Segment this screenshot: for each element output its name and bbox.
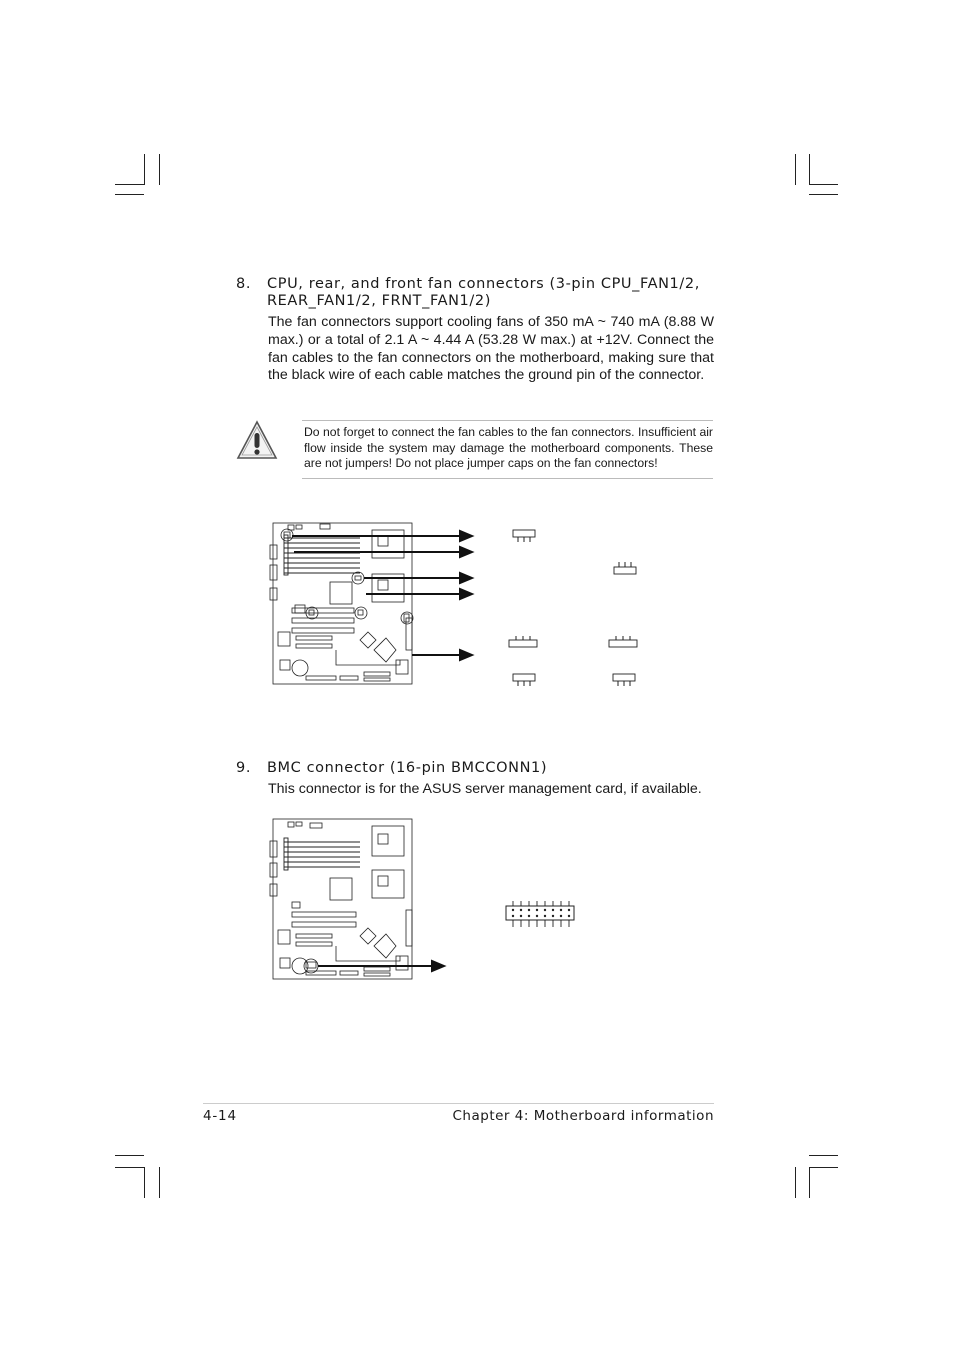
fan-connector-3pin-icon <box>512 673 536 687</box>
caution-text: Do not forget to connect the fan cables to the fan connectors. Insufficient air flow inside the system may damage the motherboard components. These are not jumpers! Do not place jumper caps on the fan connectors! <box>304 425 713 470</box>
section-8-title-line1: CPU, rear, and front fan connectors (3-pin CPU_FAN1/2, <box>267 276 700 292</box>
bmc-connector-16pin-icon <box>503 900 577 930</box>
fan-connector-3pin-icon <box>512 529 536 543</box>
section-9-number: 9. <box>236 760 252 776</box>
fan-connector-3pin-icon <box>612 673 636 687</box>
section-8-title-line2: REAR_FAN1/2, FRNT_FAN1/2) <box>267 293 491 309</box>
page-number: 4-14 <box>203 1108 237 1124</box>
motherboard-bmc-layout-diagram <box>270 816 450 982</box>
motherboard-fan-layout-diagram <box>270 520 480 688</box>
section-8-number: 8. <box>236 276 252 292</box>
warning-triangle-icon <box>236 420 278 460</box>
caution-box <box>302 420 713 479</box>
chapter-title: Chapter 4: Motherboard information <box>452 1108 714 1124</box>
section-8-body: The fan connectors support cooling fans of 350 mA ~ 740 mA (8.88 W max.) or a total of 2.1 A ~ 4.44 A (53.28 W max.) at +12V. Connect the fan cables to the fan connectors on the motherboard, making sure that the black wire of each cable matches the ground pin of the connector. <box>268 314 714 384</box>
fan-connector-3pin-icon <box>613 561 637 575</box>
section-9-body: This connector is for the ASUS server management card, if available. <box>268 781 702 797</box>
footer-rule <box>203 1103 714 1104</box>
section-9-title: BMC connector (16-pin BMCCONN1) <box>267 760 548 776</box>
fan-connector-3pin-icon <box>508 635 538 649</box>
fan-connector-3pin-icon <box>608 635 638 649</box>
